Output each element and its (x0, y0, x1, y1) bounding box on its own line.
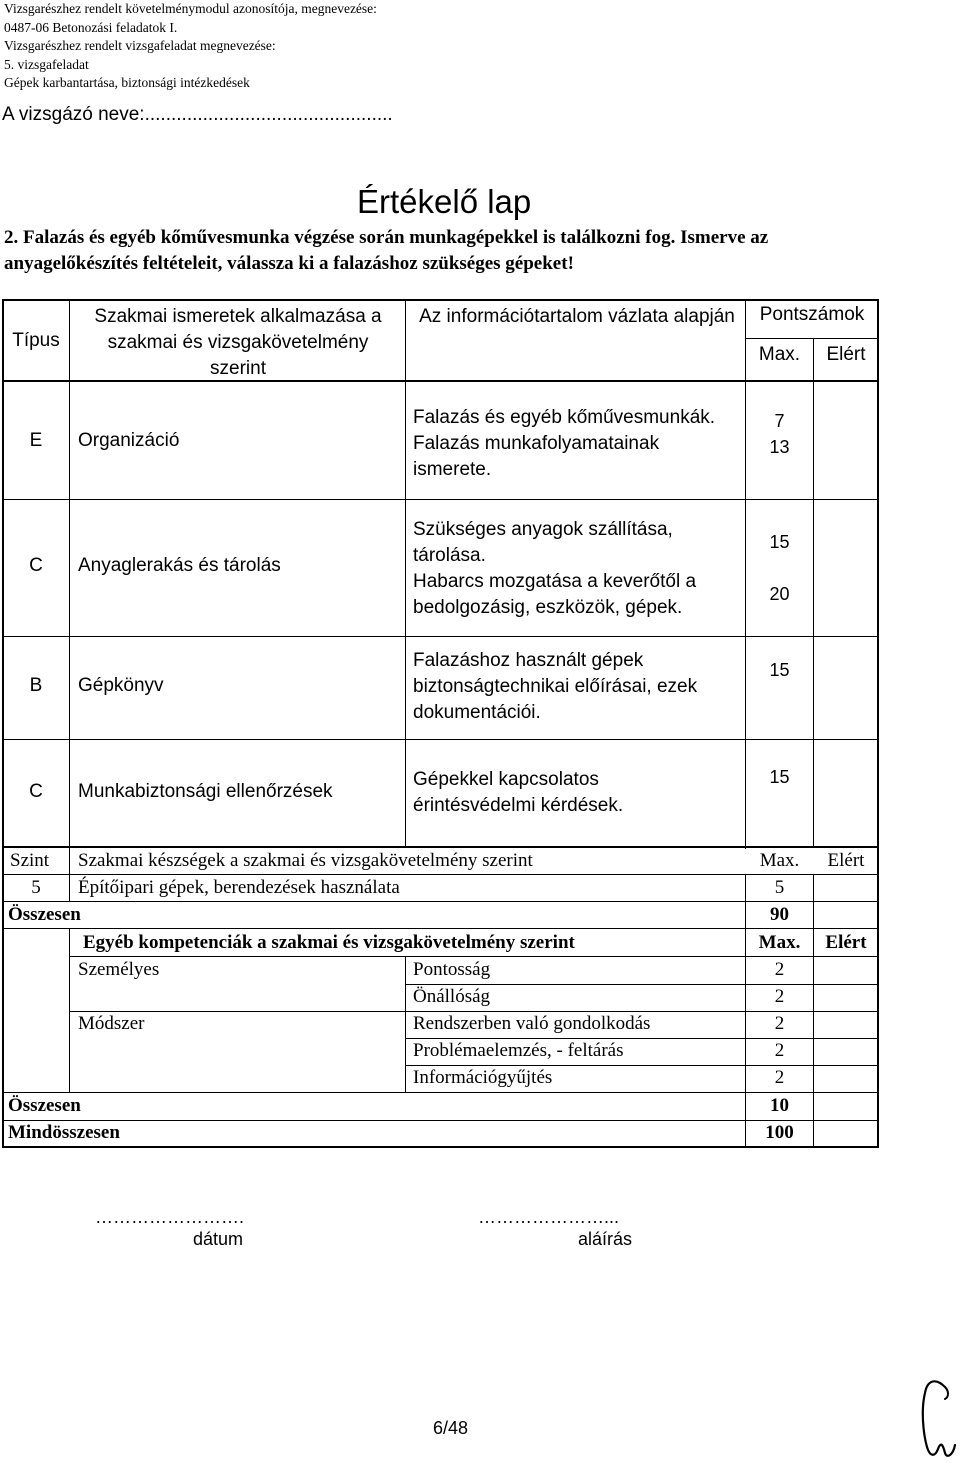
column-header-skills: Szakmai ismeretek alkalmazása a szakmai és vizsgakövetelmény szerint (94, 306, 382, 379)
row-type: E (29, 430, 43, 451)
skills-header-title: Szakmai készségek a szakmai és vizsgakövetelmény szerint (78, 850, 533, 871)
competencies-header-title: Egyéb kompetenciák a szakmai és vizsgakövetelmény szerint (83, 932, 575, 953)
row-description: Falazáshoz használt gépek biztonságtechnikai előírásai, ezek dokumentációi. (413, 650, 698, 723)
skills-header-achieved: Elért (827, 850, 865, 871)
task-description: 2. Falazás és egyéb kőművesmunka végzése során munkagépekkel is találkozni fog. Ismerve az anyagelőkészítés feltételeit, válassza ki a falazáshoz szükséges gépeket! (4, 227, 769, 274)
row-description: Gépekkel kapcsolatos érintésvédelmi kérdések. (413, 769, 624, 816)
grand-total-label: Mindösszesen (8, 1122, 120, 1143)
competency-name: Önállóság (413, 986, 491, 1007)
row-description: Szükséges anyagok szállítása, tárolása. Habarcs mozgatása a keverőtől a bedolgozásig, eszközök, gépek. (413, 519, 697, 618)
date-dots: ……………………. (95, 1207, 245, 1227)
row-skill-name: Munkabiztonsági ellenőrzések (78, 781, 333, 802)
row-max-points: 15 20 (769, 532, 790, 604)
header-line: Vizsgarészhez rendelt követelménymodul azonosítója, megnevezése: (4, 1, 377, 16)
competency-group: Módszer (78, 1013, 145, 1034)
column-header-type: Típus (12, 330, 60, 351)
skills-row-name: Építőipari gépek, berendezések használata (78, 877, 400, 898)
header-line: Gépek karbantartása, biztonsági intézkedések (4, 75, 250, 91)
column-header-points: Pontszámok (759, 304, 865, 325)
competencies-header-achieved: Elért (825, 932, 867, 953)
header-line: 5. vizsgafeladat (4, 56, 89, 72)
row-type: B (29, 675, 43, 696)
column-header-info: Az információtartalom vázlata alapján (419, 306, 735, 327)
skills-header-level: Szint (10, 850, 50, 871)
competency-name: Problémaelemzés, - feltárás (413, 1040, 624, 1061)
competency-max: 2 (774, 1040, 785, 1061)
document-header (4, 0, 377, 93)
grand-total-value: 100 (765, 1122, 794, 1143)
competency-name: Rendszerben való gondolkodás (413, 1013, 651, 1034)
skills-row-level: 5 (31, 877, 41, 898)
competency-group: Személyes (78, 959, 160, 980)
row-max-points: 15 (769, 767, 790, 787)
row-max-points: 7 13 (769, 411, 790, 457)
signature-dots: …………………... (478, 1207, 620, 1227)
signature-label: aláírás (578, 1229, 633, 1249)
row-description: Falazás és egyéb kőművesmunkák. Falazás munkafolyamatainak ismerete. (413, 407, 716, 480)
header-line: Vizsgarészhez rendelt vizsgafeladat megnevezése: (4, 38, 276, 54)
competency-max: 2 (774, 986, 785, 1007)
handwritten-signature (905, 1375, 960, 1463)
competencies-header-max: Max. (758, 932, 801, 953)
competency-name: Információgyűjtés (413, 1067, 553, 1088)
skills-header-max: Max. (759, 850, 800, 871)
column-header-achieved: Elért (826, 344, 866, 365)
column-header-max: Max. (758, 344, 801, 365)
row-skill-name: Organizáció (78, 430, 180, 451)
competencies-total-label: Összesen (8, 1095, 81, 1116)
page-title: Értékelő lap (357, 183, 532, 220)
competency-name: Pontosság (413, 959, 491, 980)
row-type: C (29, 555, 43, 576)
date-label: dátum (193, 1229, 244, 1249)
competency-max: 2 (774, 1013, 785, 1034)
row-skill-name: Gépkönyv (78, 675, 164, 696)
row-max-points: 15 (769, 660, 790, 680)
competencies-total-value: 10 (770, 1095, 789, 1116)
examinee-name-field: A vizsgázó neve:............................................... (2, 104, 393, 125)
row-skill-name: Anyaglerakás és tárolás (78, 555, 281, 576)
competency-max: 2 (774, 1067, 785, 1088)
competency-max: 2 (774, 959, 785, 980)
page-number: 6/48 (433, 1418, 469, 1438)
skills-total-value: 90 (770, 904, 789, 925)
row-type: C (29, 781, 43, 802)
header-line: 0487-06 Betonozási feladatok I. (4, 19, 178, 35)
skills-row-max: 5 (774, 877, 785, 898)
skills-total-label: Összesen (8, 904, 81, 925)
